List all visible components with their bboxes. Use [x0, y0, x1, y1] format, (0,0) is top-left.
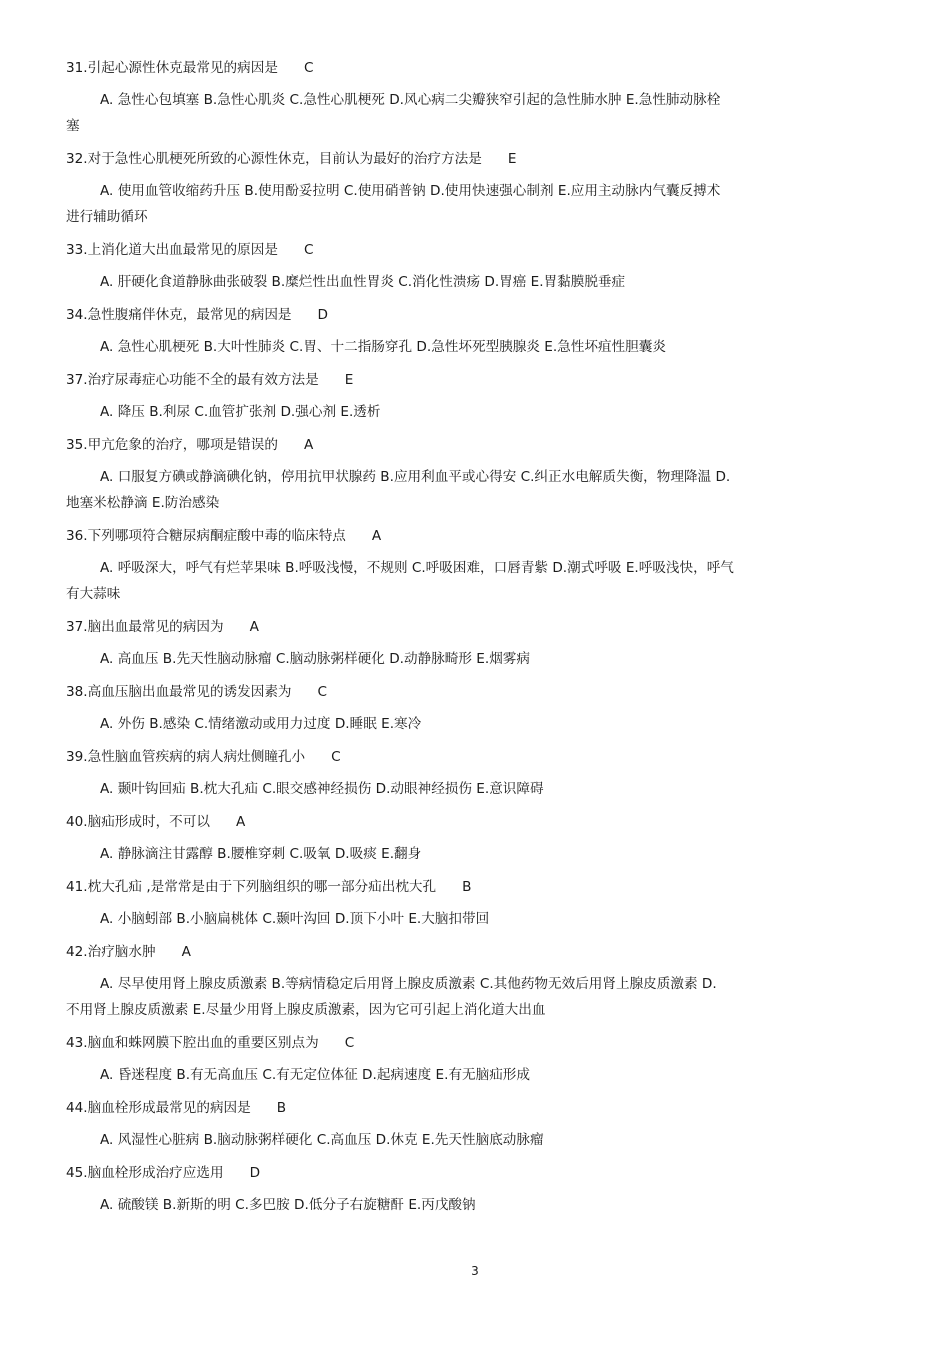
question-answer: A: [181, 944, 191, 960]
question-answer: E: [344, 372, 354, 388]
question-answer: A: [303, 437, 314, 453]
question-stem-line: [66, 1032, 886, 1054]
question-answer: A: [371, 528, 382, 544]
question-options: A. 小脑蚓部 B.小脑扁桃体 C.颞叶沟回 D.顶下小叶 E.大脑扣带回: [100, 911, 490, 927]
question-stem-line: [66, 304, 886, 326]
question-stem: 32.对于急性心肌梗死所致的心源性休克，目前认为最好的治疗方法是: [66, 151, 482, 167]
question-item: [66, 941, 886, 1021]
question-options: A. 急性心包填塞 B.急性心肌炎 C.急性心肌梗死 D.风心病二尖瓣狭窄引起的急性肺水肿 E.急性肺动脉栓: [100, 92, 721, 108]
question-stem-line: [66, 1162, 886, 1184]
question-item: [66, 369, 886, 423]
question-options: A. 高血压 B.先天性脑动脉瘤 C.脑动脉粥样硬化 D.动静脉畸形 E.烟雾病: [100, 651, 530, 667]
question-options: A. 肝硬化食道静脉曲张破裂 B.糜烂性出血性胃炎 C.消化性溃疡 D.胃癌 E.胃黏膜脱垂症: [100, 274, 626, 290]
question-answer: E: [507, 151, 517, 167]
question-stem: 45.脑血栓形成治疗应选用: [66, 1165, 224, 1181]
question-stem-line: [66, 434, 886, 456]
question-stem: 35.甲亢危象的治疗，哪项是错误的: [66, 437, 278, 453]
question-item: [66, 1162, 886, 1216]
question-stem: 39.急性脑血管疾病的病人病灶侧瞳孔小: [66, 749, 306, 765]
question-item: [66, 811, 886, 865]
question-list: [66, 57, 886, 1227]
question-options: A. 口服复方碘或静滴碘化钠，停用抗甲状腺药 B.应用利血平或心得安 C.纠正水电解质失衡，物理降温 D.: [100, 469, 731, 485]
question-stem-line: [66, 57, 886, 79]
question-answer: C: [303, 60, 314, 76]
question-answer: B: [276, 1100, 287, 1116]
question-item: [66, 746, 886, 800]
question-options-continued: 地塞米松静滴 E.防治感染: [66, 495, 220, 511]
question-stem-line: [66, 811, 886, 833]
question-item: [66, 876, 886, 930]
question-options: A. 昏迷程度 B.有无高血压 C.有无定位体征 D.起病速度 E.有无脑疝形成: [100, 1067, 530, 1083]
question-options: A. 尽早使用肾上腺皮质激素 B.等病情稳定后用肾上腺皮质激素 C.其他药物无效后用肾上腺皮质激素 D.: [100, 976, 717, 992]
question-answer: A: [235, 814, 246, 830]
question-item: [66, 525, 886, 605]
question-stem: 33.上消化道大出血最常见的原因是: [66, 242, 278, 258]
question-answer: C: [317, 684, 328, 700]
question-stem: 37.脑出血最常见的病因为: [66, 619, 224, 635]
question-stem: 37.治疗尿毒症心功能不全的最有效方法是: [66, 372, 319, 388]
question-options: A. 呼吸深大，呼气有烂苹果味 B.呼吸浅慢，不规则 C.呼吸困难，口唇青紫 D.潮式呼吸 E.呼吸浅快，呼气: [100, 560, 734, 576]
question-options: A. 硫酸镁 B.新斯的明 C.多巴胺 D.低分子右旋糖酐 E.丙戊酸钠: [100, 1197, 476, 1213]
question-item: [66, 434, 886, 514]
question-stem: 42.治疗脑水肿: [66, 944, 156, 960]
question-stem-line: [66, 681, 886, 703]
question-item: [66, 616, 886, 670]
question-item: [66, 239, 886, 293]
question-stem: 40.脑疝形成时，不可以: [66, 814, 210, 830]
question-stem-line: [66, 525, 886, 547]
question-stem: 44.脑血栓形成最常见的病因是: [66, 1100, 251, 1116]
question-stem-line: [66, 148, 886, 170]
question-options: A. 使用血管收缩药升压 B.使用酚妥拉明 C.使用硝普钠 D.使用快速强心制剂 E.应用主动脉内气囊反搏术: [100, 183, 721, 199]
question-stem-line: [66, 616, 886, 638]
question-stem-line: [66, 876, 886, 898]
question-answer: A: [249, 619, 259, 635]
question-options: A. 外伤 B.感染 C.情绪激动或用力过度 D.睡眠 E.寒冷: [100, 716, 422, 732]
question-options: A. 降压 B.利尿 C.血管扩张剂 D.强心剂 E.透析: [100, 404, 381, 420]
question-answer: D: [249, 1165, 261, 1181]
question-answer: C: [303, 242, 314, 258]
question-options: A. 颞叶钩回疝 B.枕大孔疝 C.眼交感神经损伤 D.动眼神经损伤 E.意识障碍: [100, 781, 544, 797]
question-stem-line: [66, 1097, 886, 1119]
question-stem-line: [66, 746, 886, 768]
question-stem-line: [66, 239, 886, 261]
page-number: 3: [471, 1264, 479, 1278]
question-item: [66, 681, 886, 735]
question-stem: 38.高血压脑出血最常见的诱发因素为: [66, 684, 292, 700]
question-options: A. 风湿性心脏病 B.脑动脉粥样硬化 C.高血压 D.休克 E.先天性脑底动脉瘤: [100, 1132, 544, 1148]
question-answer: C: [331, 749, 341, 765]
question-options-continued: 有大蒜味: [66, 586, 121, 602]
question-options: A. 急性心肌梗死 B.大叶性肺炎 C.胃、十二指肠穿孔 D.急性坏死型胰腺炎 E.急性坏疽性胆囊炎: [100, 339, 666, 355]
question-answer: C: [344, 1035, 355, 1051]
question-options-continued: 进行辅助循环: [66, 209, 148, 225]
question-stem-line: [66, 369, 886, 391]
question-options-continued: 塞: [66, 118, 80, 134]
question-stem: 34.急性腹痛伴休克，最常见的病因是: [66, 307, 292, 323]
question-item: [66, 148, 886, 228]
question-options: A. 静脉滴注甘露醇 B.腰椎穿刺 C.吸氧 D.吸痰 E.翻身: [100, 846, 422, 862]
question-options-continued: 不用肾上腺皮质激素 E.尽量少用肾上腺皮质激素，因为它可引起上消化道大出血: [66, 1002, 546, 1018]
question-item: [66, 304, 886, 358]
question-stem: 41.枕大孔疝 ,是常常是由于下列脑组织的哪一部分疝出枕大孔: [66, 879, 437, 895]
question-item: [66, 1097, 886, 1151]
question-stem: 31.引起心源性休克最常见的病因是: [66, 60, 278, 76]
question-answer: B: [462, 879, 472, 895]
question-item: [66, 1032, 886, 1086]
question-stem: 43.脑血和蛛网膜下腔出血的重要区别点为: [66, 1035, 319, 1051]
question-item: [66, 57, 886, 137]
question-stem-line: [66, 941, 886, 963]
question-answer: D: [317, 307, 328, 323]
question-stem: 36.下列哪项符合糖尿病酮症酸中毒的临床特点: [66, 528, 346, 544]
